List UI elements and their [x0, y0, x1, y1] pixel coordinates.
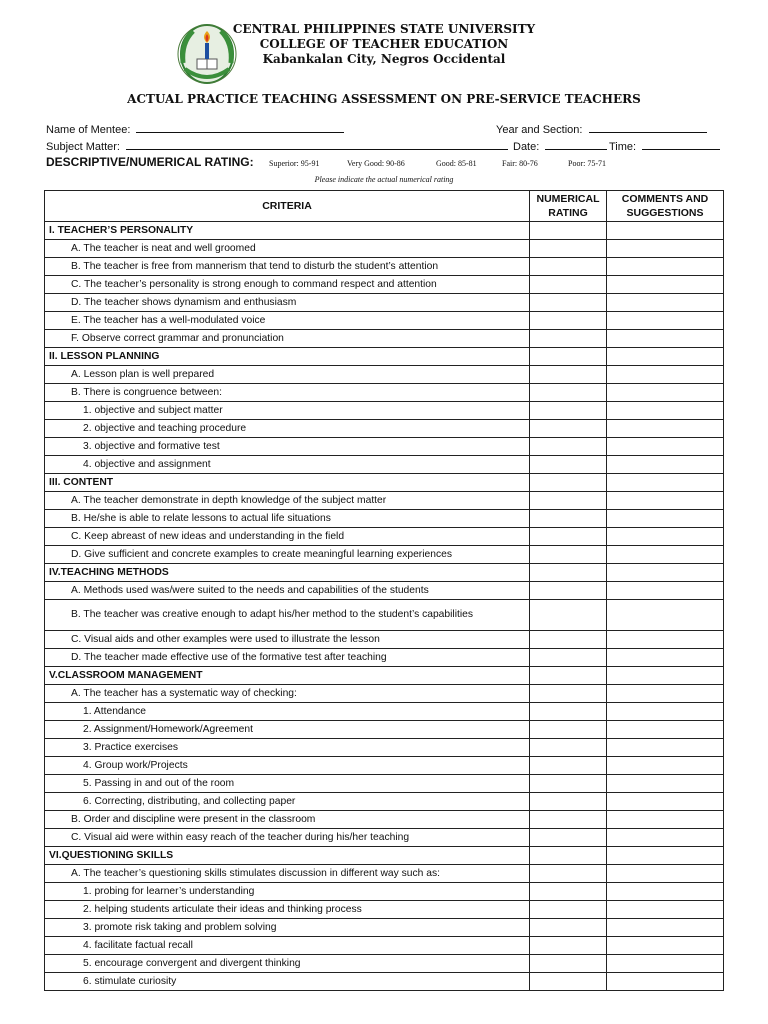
- table-row: [45, 582, 724, 600]
- table-row: [45, 721, 724, 739]
- rating-cell[interactable]: [530, 402, 607, 420]
- subject-label: Subject Matter:: [46, 141, 120, 153]
- rating-cell[interactable]: [530, 276, 607, 294]
- rating-scale-legend: [46, 155, 722, 173]
- criterion-text: A. The teacher is neat and well groomed: [45, 240, 530, 258]
- assessment-table: [44, 190, 724, 991]
- table-row: [45, 528, 724, 546]
- criterion-text: 6. stimulate curiosity: [45, 973, 530, 991]
- rating-cell[interactable]: [530, 685, 607, 703]
- rating-cell[interactable]: [530, 492, 607, 510]
- table-row: [45, 420, 724, 438]
- criterion-text: 4. objective and assignment: [45, 456, 530, 474]
- university-name: CENTRAL PHILIPPINES STATE UNIVERSITY: [232, 22, 536, 36]
- rating-cell[interactable]: [530, 366, 607, 384]
- criterion-text: 3. promote risk taking and problem solving: [45, 919, 530, 937]
- comments-cell[interactable]: [607, 312, 724, 330]
- table-row: [45, 456, 724, 474]
- college-name: COLLEGE OF TEACHER EDUCATION: [259, 37, 509, 51]
- rating-cell[interactable]: [530, 600, 607, 631]
- table-row: [45, 240, 724, 258]
- comments-cell[interactable]: [607, 258, 724, 276]
- comments-cell[interactable]: [607, 937, 724, 955]
- section-title: II. LESSON PLANNING: [45, 348, 530, 366]
- table-row: [45, 384, 724, 402]
- criterion-text: A. Methods used was/were suited to the needs and capabilities of the students: [45, 582, 530, 600]
- comments-cell[interactable]: [607, 510, 724, 528]
- comments-cell[interactable]: [607, 564, 724, 582]
- comments-cell[interactable]: [607, 955, 724, 973]
- criterion-text: C. Visual aid were within easy reach of the teacher during his/her teaching: [45, 829, 530, 847]
- rating-cell[interactable]: [530, 258, 607, 276]
- institution-block: [200, 22, 568, 67]
- year-section-field[interactable]: [589, 122, 707, 133]
- table-row: [45, 901, 724, 919]
- table-row: [45, 919, 724, 937]
- subject-field[interactable]: [126, 139, 508, 150]
- comments-cell[interactable]: [607, 973, 724, 991]
- rating-cell[interactable]: [530, 438, 607, 456]
- table-row: [45, 811, 724, 829]
- criterion-text: A. Lesson plan is well prepared: [45, 366, 530, 384]
- rating-cell[interactable]: [530, 631, 607, 649]
- rating-cell[interactable]: [530, 330, 607, 348]
- section-title: V.CLASSROOM MANAGEMENT: [45, 667, 530, 685]
- section-row: [45, 667, 724, 685]
- section-row: [45, 847, 724, 865]
- mentee-row: [46, 122, 722, 136]
- rating-cell[interactable]: [530, 829, 607, 847]
- table-row: [45, 649, 724, 667]
- comments-cell[interactable]: [607, 456, 724, 474]
- section-title: I. TEACHER’S PERSONALITY: [45, 222, 530, 240]
- rating-cell[interactable]: [530, 546, 607, 564]
- criterion-text: 5. encourage convergent and divergent thinking: [45, 955, 530, 973]
- scale-good: Good: 85-81: [436, 159, 477, 168]
- rating-cell[interactable]: [530, 703, 607, 721]
- rating-cell[interactable]: [530, 775, 607, 793]
- table-row: [45, 492, 724, 510]
- criterion-text: B. The teacher was creative enough to adapt his/her method to the student’s capabilities: [45, 600, 530, 631]
- rating-cell[interactable]: [530, 811, 607, 829]
- criterion-text: C. Keep abreast of new ideas and understanding in the field: [45, 528, 530, 546]
- criterion-text: E. The teacher has a well-modulated voice: [45, 312, 530, 330]
- rating-cell[interactable]: [530, 955, 607, 973]
- table-row: [45, 883, 724, 901]
- section-row: [45, 222, 724, 240]
- table-row: [45, 438, 724, 456]
- comments-cell[interactable]: [607, 811, 724, 829]
- criterion-text: 4. Group work/Projects: [45, 757, 530, 775]
- table-row: [45, 829, 724, 847]
- rating-cell[interactable]: [530, 793, 607, 811]
- comments-cell[interactable]: [607, 402, 724, 420]
- form-title: ACTUAL PRACTICE TEACHING ASSESSMENT ON PRE-SERVICE TEACHERS: [127, 92, 641, 106]
- comments-cell[interactable]: [607, 721, 724, 739]
- date-label: Date:: [513, 141, 540, 153]
- rating-cell[interactable]: [530, 528, 607, 546]
- criterion-text: B. There is congruence between:: [45, 384, 530, 402]
- table-row: [45, 955, 724, 973]
- mentee-label: Name of Mentee:: [46, 124, 131, 136]
- criterion-text: 3. objective and formative test: [45, 438, 530, 456]
- table-row: [45, 685, 724, 703]
- mentee-field[interactable]: [136, 122, 344, 133]
- rating-cell[interactable]: [530, 721, 607, 739]
- section-row: [45, 474, 724, 492]
- form-header: [0, 20, 768, 90]
- rating-cell[interactable]: [530, 847, 607, 865]
- comments-cell[interactable]: [607, 685, 724, 703]
- scale-superior: Superior: 95-91: [269, 159, 320, 168]
- comments-cell[interactable]: [607, 420, 724, 438]
- rating-scale-label: DESCRIPTIVE/NUMERICAL RATING:: [46, 155, 254, 169]
- criteria-rows: [45, 222, 724, 991]
- comments-cell[interactable]: [607, 348, 724, 366]
- rating-cell[interactable]: [530, 348, 607, 366]
- comments-cell[interactable]: [607, 847, 724, 865]
- comments-cell[interactable]: [607, 600, 724, 631]
- rating-cell[interactable]: [530, 564, 607, 582]
- comments-cell[interactable]: [607, 294, 724, 312]
- comments-cell[interactable]: [607, 757, 724, 775]
- criterion-text: A. The teacher has a systematic way of checking:: [45, 685, 530, 703]
- comments-cell[interactable]: [607, 793, 724, 811]
- table-row: [45, 546, 724, 564]
- time-label: Time:: [609, 141, 637, 153]
- table-row: [45, 793, 724, 811]
- table-header-row: [45, 191, 724, 222]
- rating-instruction: Please indicate the actual numerical rating: [314, 175, 454, 184]
- comments-cell[interactable]: [607, 582, 724, 600]
- table-row: [45, 294, 724, 312]
- criterion-text: 2. objective and teaching procedure: [45, 420, 530, 438]
- comments-cell[interactable]: [607, 883, 724, 901]
- table-row: [45, 510, 724, 528]
- criterion-text: C. The teacher’s personality is strong enough to command respect and attention: [45, 276, 530, 294]
- rating-cell[interactable]: [530, 294, 607, 312]
- comments-cell[interactable]: [607, 919, 724, 937]
- comments-cell[interactable]: [607, 384, 724, 402]
- comments-cell[interactable]: [607, 649, 724, 667]
- comments-cell[interactable]: [607, 775, 724, 793]
- university-location: Kabankalan City, Negros Occidental: [262, 52, 506, 66]
- table-row: [45, 865, 724, 883]
- table-row: [45, 739, 724, 757]
- rating-cell[interactable]: [530, 312, 607, 330]
- scale-fair: Fair: 80-76: [502, 159, 538, 168]
- table-row: [45, 703, 724, 721]
- criterion-text: 1. probing for learner’s understanding: [45, 883, 530, 901]
- criterion-text: D. Give sufficient and concrete examples to create meaningful learning experiences: [45, 546, 530, 564]
- rating-cell[interactable]: [530, 510, 607, 528]
- scale-poor: Poor: 75-71: [568, 159, 606, 168]
- criteria-header: CRITERIA: [45, 191, 530, 222]
- comments-cell[interactable]: [607, 528, 724, 546]
- table-row: [45, 757, 724, 775]
- rating-cell[interactable]: [530, 973, 607, 991]
- scale-very-good: Very Good: 90-86: [347, 159, 405, 168]
- section-title: IV.TEACHING METHODS: [45, 564, 530, 582]
- section-title: VI.QUESTIONING SKILLS: [45, 847, 530, 865]
- rating-cell[interactable]: [530, 384, 607, 402]
- criterion-text: D. The teacher made effective use of the formative test after teaching: [45, 649, 530, 667]
- rating-cell[interactable]: [530, 919, 607, 937]
- subject-row: [46, 139, 722, 153]
- criterion-text: 4. facilitate factual recall: [45, 937, 530, 955]
- criterion-text: 1. objective and subject matter: [45, 402, 530, 420]
- comments-cell[interactable]: [607, 829, 724, 847]
- table-row: [45, 937, 724, 955]
- criterion-text: 2. Assignment/Homework/Agreement: [45, 721, 530, 739]
- criterion-text: F. Observe correct grammar and pronunciation: [45, 330, 530, 348]
- comments-cell[interactable]: [607, 546, 724, 564]
- table-row: [45, 631, 724, 649]
- comments-cell[interactable]: [607, 438, 724, 456]
- rating-cell[interactable]: [530, 420, 607, 438]
- table-row: [45, 276, 724, 294]
- date-field[interactable]: [545, 139, 607, 150]
- table-row: [45, 366, 724, 384]
- rating-cell[interactable]: [530, 901, 607, 919]
- rating-cell[interactable]: [530, 667, 607, 685]
- comments-cell[interactable]: [607, 240, 724, 258]
- comments-cell[interactable]: [607, 703, 724, 721]
- comments-cell[interactable]: [607, 222, 724, 240]
- comments-cell[interactable]: [607, 739, 724, 757]
- criterion-text: C. Visual aids and other examples were used to illustrate the lesson: [45, 631, 530, 649]
- rating-cell[interactable]: [530, 937, 607, 955]
- rating-cell[interactable]: [530, 865, 607, 883]
- criterion-text: B. The teacher is free from mannerism that tend to disturb the student’s attention: [45, 258, 530, 276]
- table-row: [45, 312, 724, 330]
- table-row: [45, 330, 724, 348]
- comments-cell[interactable]: [607, 492, 724, 510]
- comments-cell[interactable]: [607, 865, 724, 883]
- comments-cell[interactable]: [607, 474, 724, 492]
- criterion-text: 3. Practice exercises: [45, 739, 530, 757]
- rating-cell[interactable]: [530, 883, 607, 901]
- comments-cell[interactable]: [607, 276, 724, 294]
- section-row: [45, 564, 724, 582]
- rating-cell[interactable]: [530, 456, 607, 474]
- criterion-text: 5. Passing in and out of the room: [45, 775, 530, 793]
- table-row: [45, 775, 724, 793]
- criterion-text: D. The teacher shows dynamism and enthusiasm: [45, 294, 530, 312]
- year-section-label: Year and Section:: [496, 124, 583, 136]
- comments-cell[interactable]: [607, 366, 724, 384]
- criterion-text: A. The teacher demonstrate in depth knowledge of the subject matter: [45, 492, 530, 510]
- rating-cell[interactable]: [530, 739, 607, 757]
- criterion-text: 1. Attendance: [45, 703, 530, 721]
- criterion-text: 6. Correcting, distributing, and collecting paper: [45, 793, 530, 811]
- criterion-text: A. The teacher’s questioning skills stimulates discussion in different way such as:: [45, 865, 530, 883]
- rating-cell[interactable]: [530, 582, 607, 600]
- rating-cell[interactable]: [530, 649, 607, 667]
- comments-header: COMMENTS AND SUGGESTIONS: [607, 191, 724, 222]
- criterion-text: B. Order and discipline were present in the classroom: [45, 811, 530, 829]
- table-row: [45, 973, 724, 991]
- section-row: [45, 348, 724, 366]
- time-field[interactable]: [642, 139, 720, 150]
- table-row: [45, 258, 724, 276]
- criterion-text: B. He/she is able to relate lessons to actual life situations: [45, 510, 530, 528]
- rating-cell[interactable]: [530, 474, 607, 492]
- table-row: [45, 600, 724, 631]
- comments-cell[interactable]: [607, 631, 724, 649]
- comments-cell[interactable]: [607, 330, 724, 348]
- rating-cell[interactable]: [530, 757, 607, 775]
- table-row: [45, 402, 724, 420]
- rating-header: NUMERICAL RATING: [530, 191, 607, 222]
- criterion-text: 2. helping students articulate their ideas and thinking process: [45, 901, 530, 919]
- section-title: III. CONTENT: [45, 474, 530, 492]
- comments-cell[interactable]: [607, 667, 724, 685]
- comments-cell[interactable]: [607, 901, 724, 919]
- rating-cell[interactable]: [530, 222, 607, 240]
- rating-cell[interactable]: [530, 240, 607, 258]
